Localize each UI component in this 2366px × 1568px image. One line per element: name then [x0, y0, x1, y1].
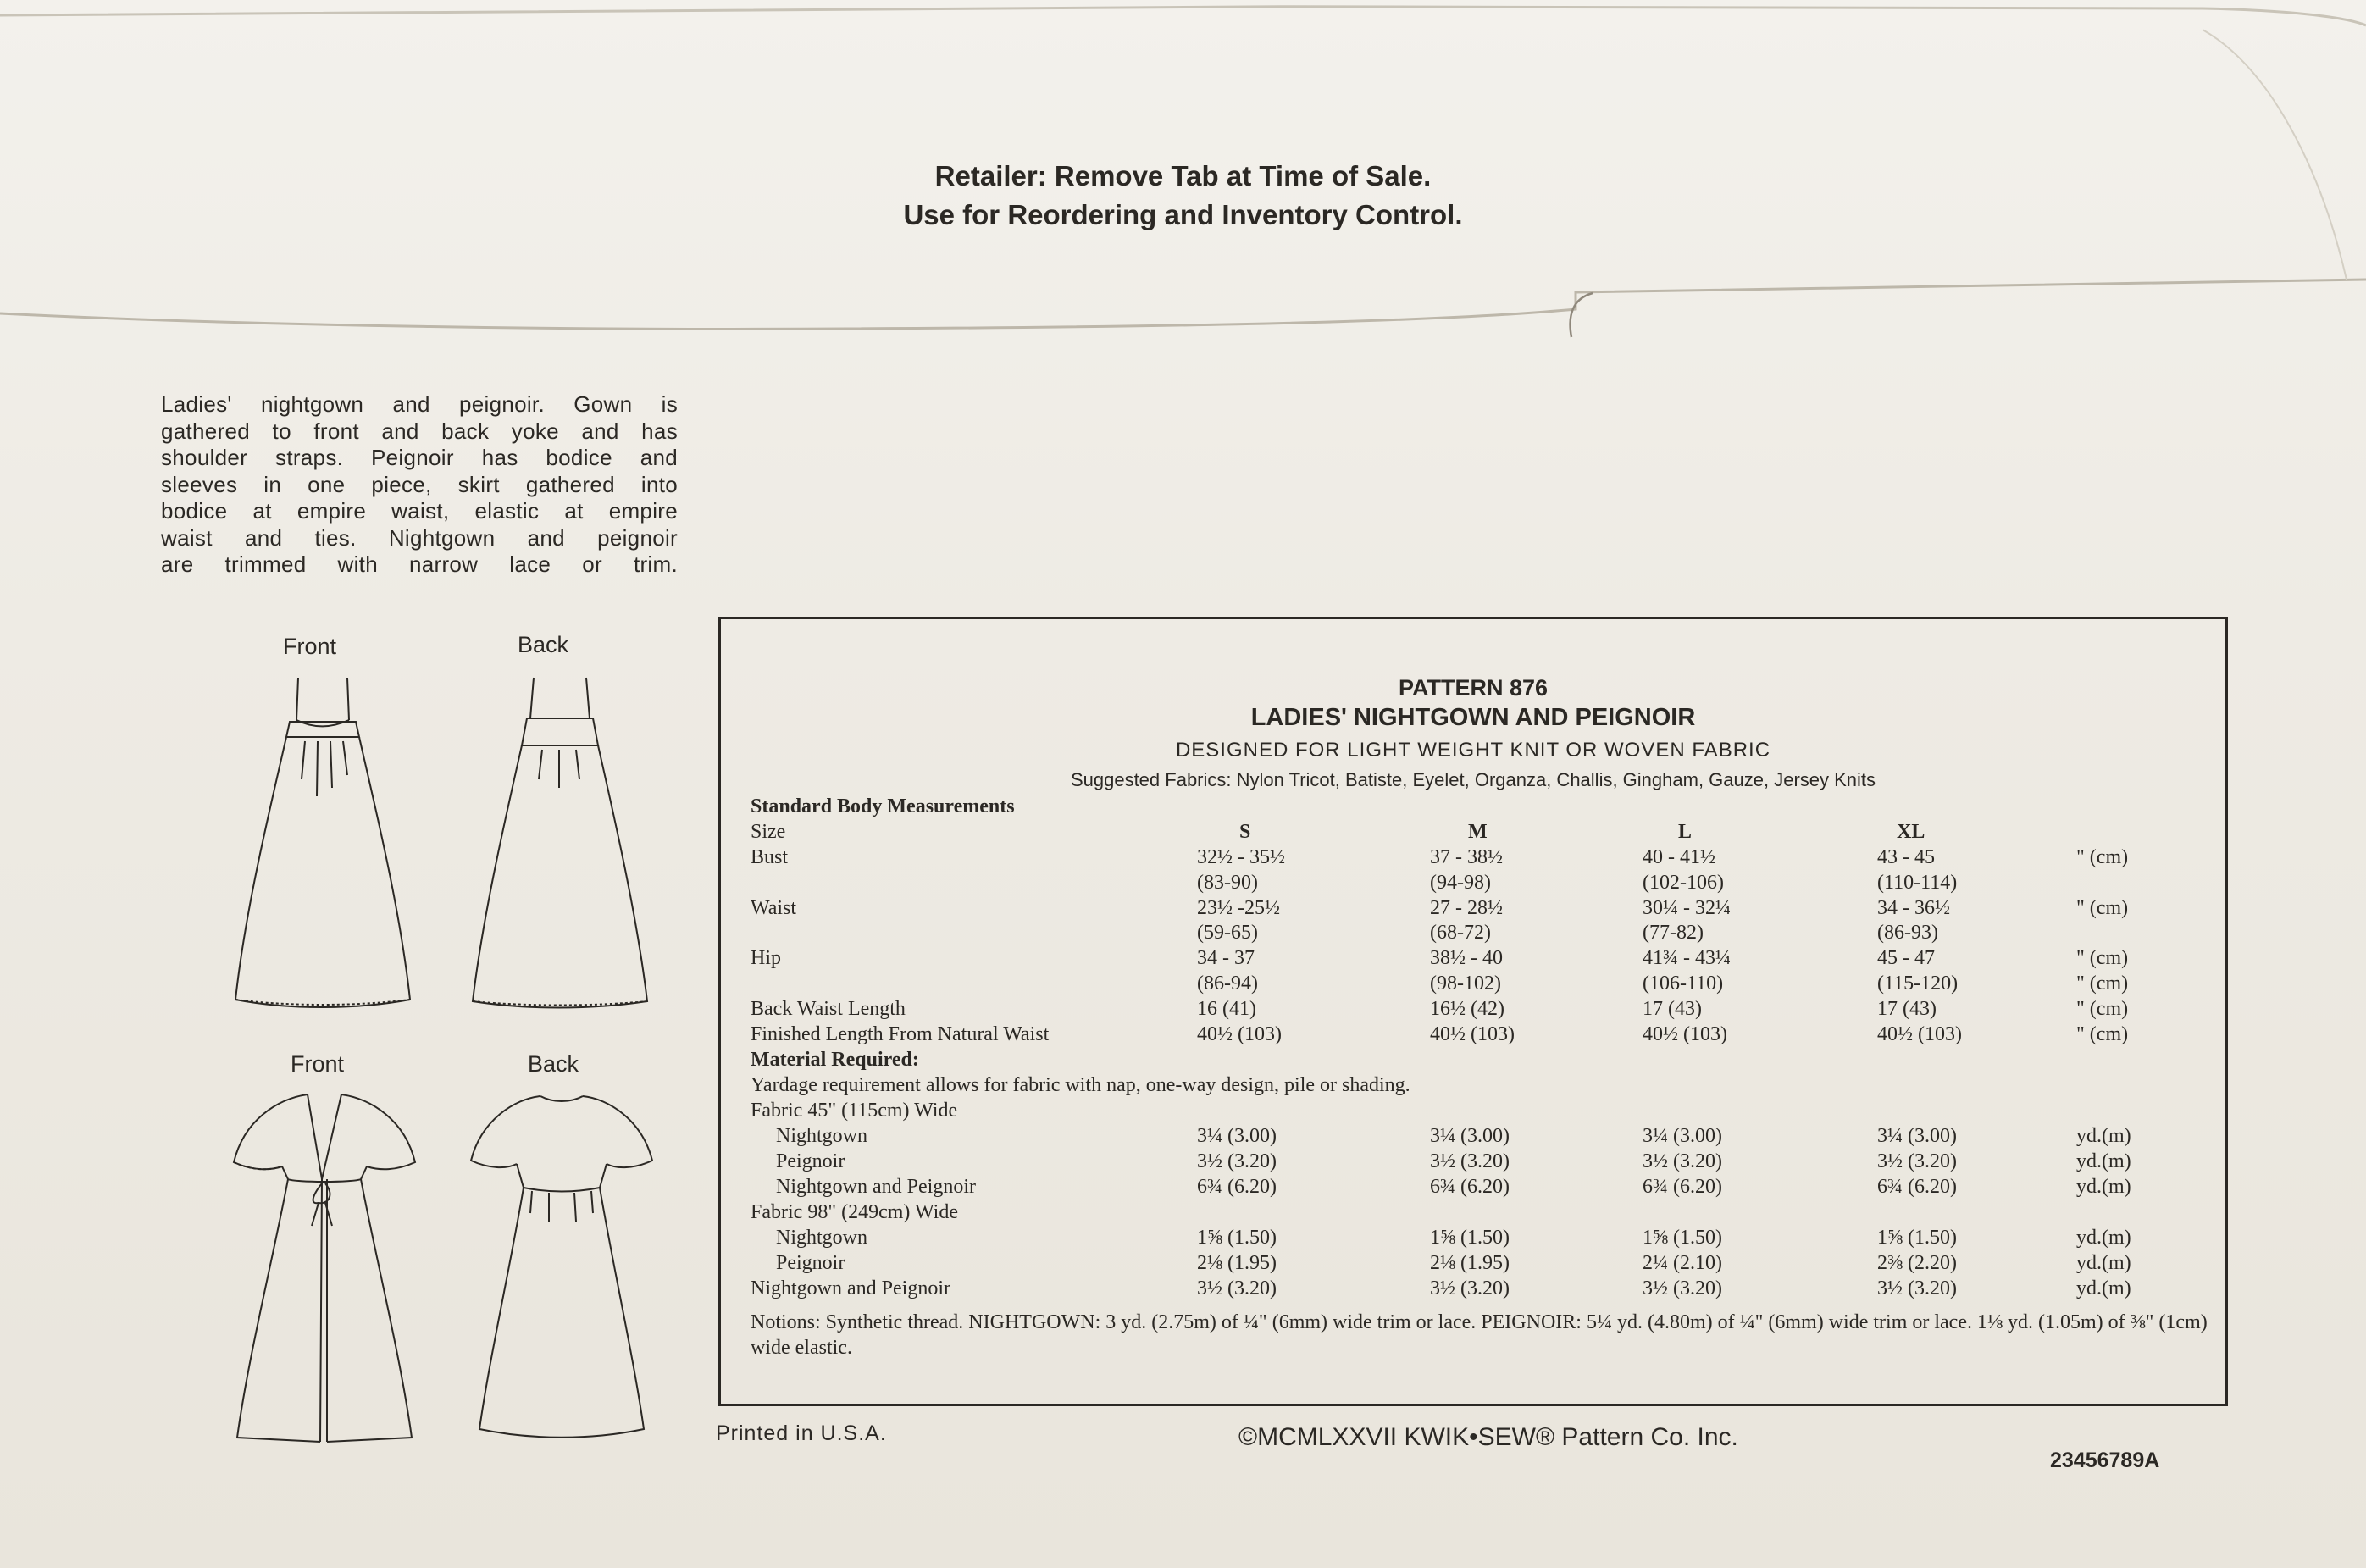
- row-unit: yd.(m): [2076, 1125, 2131, 1147]
- table-row: [721, 998, 2225, 1023]
- value-m: 3½ (3.20): [1430, 1150, 1510, 1172]
- peignoir-front-sketch: [227, 1086, 422, 1450]
- reorder-code: 23456789A: [2050, 1449, 2160, 1472]
- gown-back-label: Back: [518, 632, 569, 657]
- value-s: (59-65): [1197, 922, 1258, 945]
- value-m: (98-102): [1430, 972, 1501, 995]
- value-xl: 34 - 36½: [1877, 896, 1950, 919]
- pattern-info-box: [718, 617, 2228, 1406]
- row-unit: yd.(m): [2076, 1277, 2131, 1299]
- size-s: S: [1239, 821, 1251, 843]
- peignoir-front-label: Front: [291, 1051, 345, 1077]
- description-line: sleeves in one piece, skirt gathered into: [161, 471, 678, 497]
- row-unit: " (cm): [2076, 997, 2129, 1020]
- size-l: L: [1678, 821, 1693, 843]
- value-xl: 2⅜ (2.20): [1877, 1252, 1957, 1274]
- notions: Notions: Synthetic thread. NIGHTGOWN: 3 yd. (2.75m) of ¼" (6mm) wide trim or lace. PEIGNOIR: 5¼ yd. (4.80m) of ¼" (6mm) wide trim or lace. 1⅛ yd. (1.05m) of ⅜" (1cm) wide elastic.: [751, 1311, 2208, 1359]
- value-l: 3¼ (3.00): [1643, 1125, 1722, 1147]
- fabric-98-heading: Fabric 98" (249cm) Wide: [751, 1201, 958, 1223]
- row-label: Nightgown: [776, 1125, 867, 1147]
- description-line: waist and ties. Nightgown and peignoir: [161, 524, 678, 551]
- value-l: (102-106): [1643, 871, 1724, 894]
- row-unit: yd.(m): [2076, 1150, 2131, 1172]
- row-label: Peignoir: [776, 1150, 845, 1172]
- value-m: 16½ (42): [1430, 997, 1504, 1020]
- suggested-fabrics: Suggested Fabrics: Nylon Tricot, Batiste, Eyelet, Organza, Challis, Gingham, Gauze, Jersey Knits: [1070, 769, 1876, 790]
- size-xl: XL: [1897, 821, 1925, 843]
- value-s: 1⅝ (1.50): [1197, 1227, 1277, 1249]
- description-line: shoulder straps. Peignoir has bodice and: [161, 445, 678, 470]
- value-s: 40½ (103): [1197, 1022, 1282, 1045]
- value-m: 3½ (3.20): [1430, 1277, 1510, 1299]
- row-unit: yd.(m): [2076, 1252, 2131, 1274]
- value-s: 3½ (3.20): [1197, 1150, 1277, 1172]
- row-unit: yd.(m): [2076, 1176, 2131, 1198]
- pattern-number: PATTERN 876: [1398, 675, 1549, 701]
- value-s: 3¼ (3.00): [1197, 1125, 1277, 1147]
- value-l: 6¾ (6.20): [1643, 1176, 1722, 1198]
- value-xl: (110-114): [1877, 871, 1958, 894]
- row-unit: " (cm): [2076, 1022, 2129, 1045]
- value-m: 40½ (103): [1430, 1022, 1515, 1045]
- table-row: [721, 1023, 2225, 1049]
- value-xl: 17 (43): [1877, 997, 1937, 1020]
- row-label: Nightgown: [776, 1227, 867, 1249]
- value-s: 34 - 37: [1197, 947, 1255, 970]
- value-m: 2⅛ (1.95): [1430, 1252, 1510, 1274]
- value-l: (106-110): [1643, 972, 1724, 995]
- table-row: [721, 922, 2225, 947]
- value-l: 3½ (3.20): [1643, 1150, 1722, 1172]
- value-m: 1⅝ (1.50): [1430, 1227, 1510, 1249]
- value-l: 30¼ - 32¼: [1643, 896, 1731, 919]
- value-m: 37 - 38½: [1430, 846, 1503, 868]
- table-row: [721, 1252, 2225, 1277]
- size-m: M: [1468, 821, 1488, 843]
- value-l: 41¾ - 43¼: [1643, 947, 1731, 970]
- value-xl: 6¾ (6.20): [1877, 1176, 1957, 1198]
- row-label: Peignoir: [776, 1252, 845, 1274]
- value-l: 40½ (103): [1643, 1022, 1727, 1045]
- value-m: 38½ - 40: [1430, 947, 1503, 970]
- row-label: Finished Length From Natural Waist: [751, 1022, 1050, 1045]
- table-row: [721, 846, 2225, 872]
- value-m: 6¾ (6.20): [1430, 1176, 1510, 1198]
- copyright: ©MCMLXXVII KWIK•SEW® Pattern Co. Inc.: [1238, 1423, 1738, 1451]
- pattern-description: [161, 391, 678, 579]
- row-unit: " (cm): [2076, 972, 2129, 995]
- description-line: are trimmed with narrow lace or trim.: [161, 551, 678, 577]
- nightgown-back-sketch: [466, 669, 652, 1017]
- table-row: [721, 1125, 2225, 1150]
- value-xl: 1⅝ (1.50): [1877, 1227, 1957, 1249]
- value-m: 3¼ (3.00): [1430, 1125, 1510, 1147]
- size-label: Size: [751, 821, 786, 843]
- value-l: 2¼ (2.10): [1643, 1252, 1722, 1274]
- value-xl: 3½ (3.20): [1877, 1150, 1957, 1172]
- value-xl: (115-120): [1877, 972, 1959, 995]
- table-row: [721, 972, 2225, 998]
- value-xl: 43 - 45: [1877, 846, 1935, 868]
- value-xl: 3¼ (3.00): [1877, 1125, 1957, 1147]
- row-label: Waist: [751, 896, 797, 919]
- printed-in: Printed in U.S.A.: [716, 1421, 887, 1445]
- row-unit: " (cm): [2076, 947, 2129, 970]
- value-xl: 3½ (3.20): [1877, 1277, 1957, 1299]
- value-s: (86-94): [1197, 972, 1258, 995]
- gown-front-label: Front: [283, 634, 337, 659]
- row-label: Nightgown and Peignoir: [751, 1277, 950, 1299]
- table-row: [721, 1176, 2225, 1201]
- value-xl: 45 - 47: [1877, 947, 1935, 970]
- table-row: [721, 1277, 2225, 1303]
- table-row: [721, 947, 2225, 972]
- value-s: (83-90): [1197, 871, 1258, 894]
- description-line: bodice at empire waist, elastic at empire: [161, 498, 678, 524]
- nightgown-front-sketch: [229, 669, 415, 1017]
- row-unit: " (cm): [2076, 846, 2129, 868]
- row-label: Hip: [751, 947, 781, 970]
- value-l: (77-82): [1643, 922, 1704, 945]
- material-heading: Material Required:: [751, 1049, 919, 1071]
- designed-for: DESIGNED FOR LIGHT WEIGHT KNIT OR WOVEN FABRIC: [1175, 739, 1771, 762]
- description-line: Ladies' nightgown and peignoir. Gown is: [161, 391, 678, 417]
- value-xl: 40½ (103): [1877, 1022, 1962, 1045]
- fabric-45-heading: Fabric 45" (115cm) Wide: [751, 1100, 958, 1122]
- value-s: 6¾ (6.20): [1197, 1176, 1277, 1198]
- value-l: 3½ (3.20): [1643, 1277, 1722, 1299]
- table-row: [721, 897, 2225, 923]
- value-m: 27 - 28½: [1430, 896, 1503, 919]
- row-label: Back Waist Length: [751, 997, 906, 1020]
- table-row: [721, 1150, 2225, 1176]
- peignoir-back-label: Back: [528, 1051, 579, 1077]
- table-row: [721, 872, 2225, 897]
- row-unit: " (cm): [2076, 896, 2129, 919]
- retailer-instructions: [0, 157, 2366, 235]
- value-xl: (86-93): [1877, 922, 1938, 945]
- value-s: 16 (41): [1197, 997, 1256, 1020]
- table-row: [721, 1227, 2225, 1252]
- value-l: 17 (43): [1643, 997, 1702, 1020]
- description-line: gathered to front and back yoke and has: [161, 418, 678, 444]
- row-label: Nightgown and Peignoir: [776, 1176, 976, 1198]
- value-s: 32½ - 35½: [1197, 846, 1285, 868]
- value-s: 23½ -25½: [1197, 896, 1280, 919]
- value-l: 40 - 41½: [1643, 846, 1715, 868]
- value-l: 1⅝ (1.50): [1643, 1227, 1722, 1249]
- value-s: 2⅛ (1.95): [1197, 1252, 1277, 1274]
- pattern-title: LADIES' NIGHTGOWN AND PEIGNOIR: [1250, 704, 1696, 731]
- value-m: (68-72): [1430, 922, 1491, 945]
- row-label: Bust: [751, 846, 789, 868]
- peignoir-back-sketch: [464, 1086, 659, 1450]
- row-unit: yd.(m): [2076, 1227, 2131, 1249]
- value-m: (94-98): [1430, 871, 1491, 894]
- retailer-line-1: Retailer: Remove Tab at Time of Sale.: [934, 160, 1432, 191]
- value-s: 3½ (3.20): [1197, 1277, 1277, 1299]
- retailer-line-2: Use for Reordering and Inventory Control.: [903, 199, 1463, 230]
- standard-heading: Standard Body Measurements: [751, 795, 1015, 817]
- yardage-note: Yardage requirement allows for fabric with nap, one-way design, pile or shading.: [751, 1074, 1410, 1096]
